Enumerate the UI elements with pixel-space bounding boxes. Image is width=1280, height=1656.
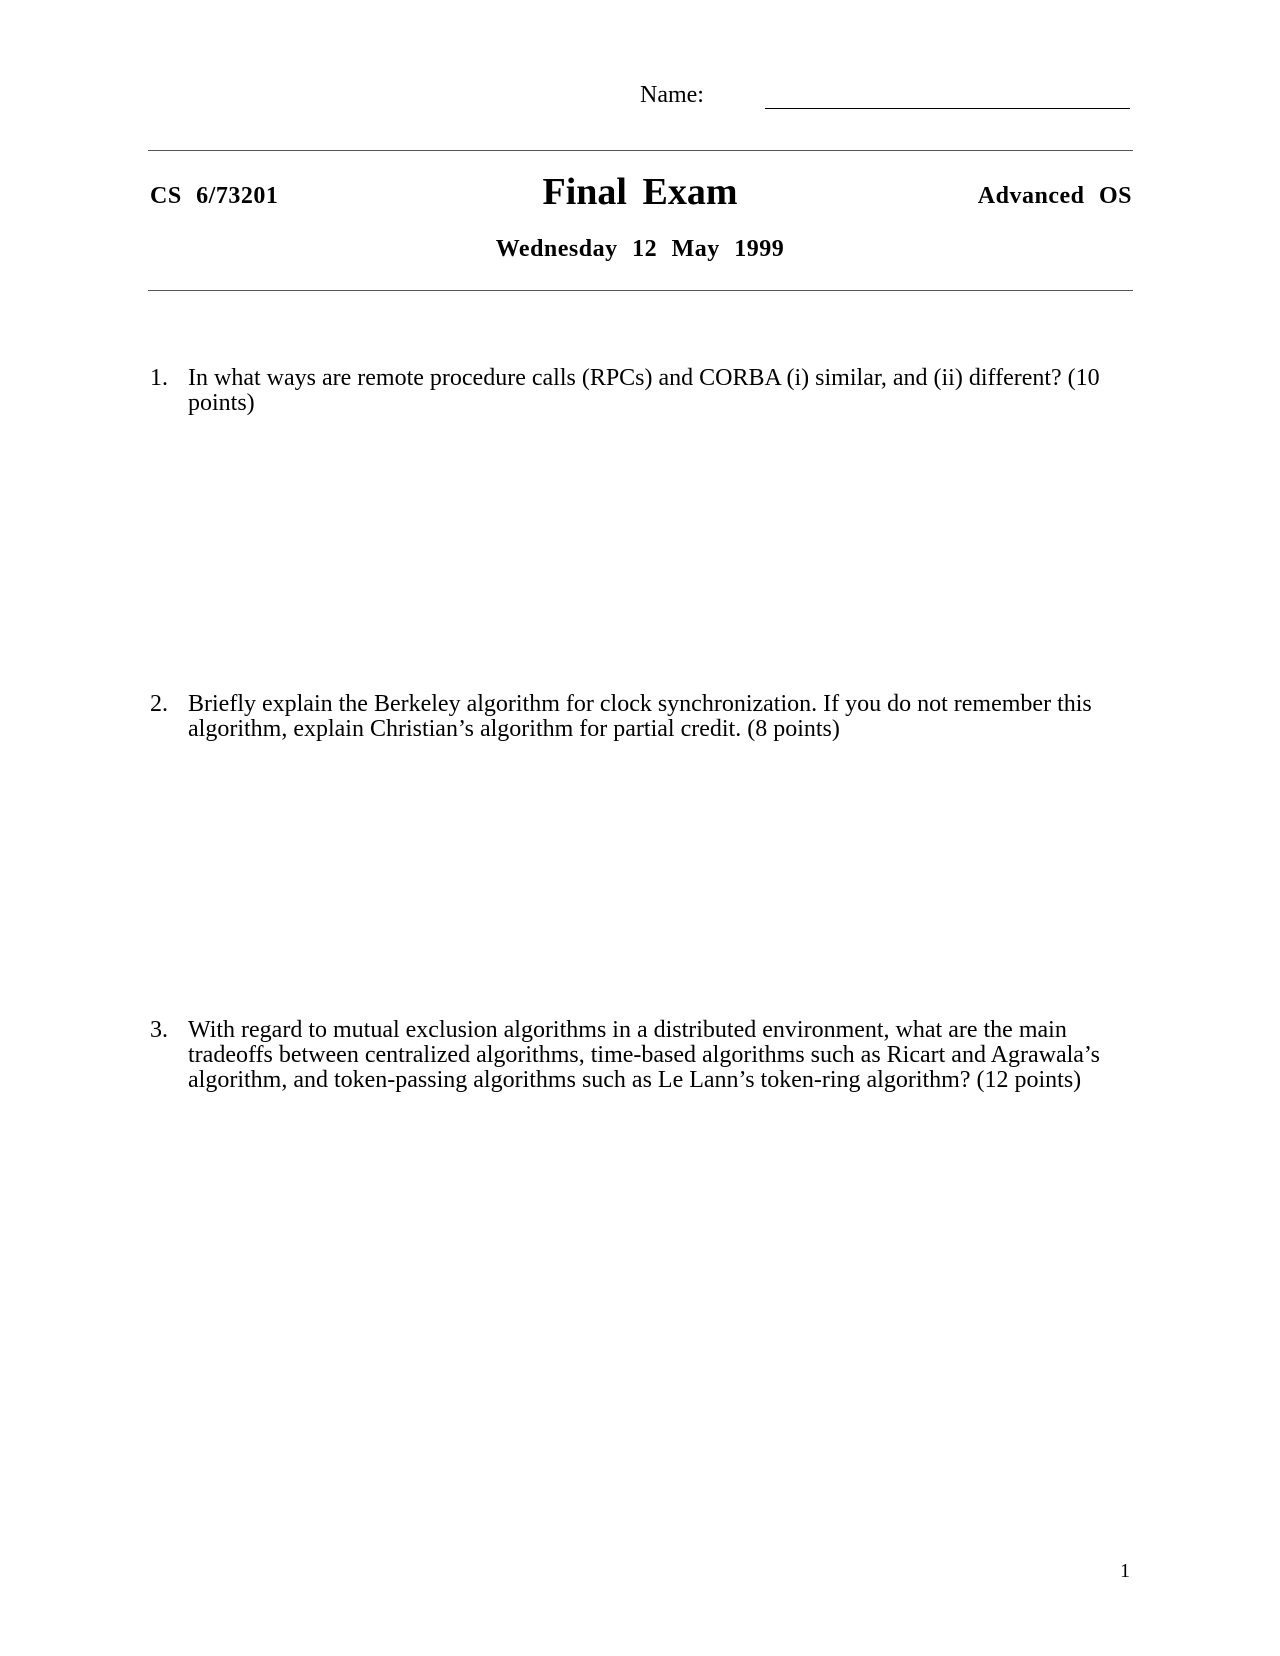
question-number: 1. xyxy=(150,365,168,391)
page-number: 1 xyxy=(1120,1560,1130,1582)
question-text: Briefly explain the Berkeley algorithm for clock synchronization. If you do not remember this algorithm, explain Christian’s algorithm for partial credit. (8 points) xyxy=(188,691,1092,742)
name-blank-line[interactable] xyxy=(765,108,1130,109)
exam-date: Wednesday 12 May 1999 xyxy=(495,236,785,262)
header-top-rule xyxy=(148,150,1133,151)
course-name: Advanced OS xyxy=(977,183,1132,209)
name-label: Name: xyxy=(640,82,704,108)
question-1 xyxy=(150,366,1130,416)
question-number: 2. xyxy=(150,691,168,717)
question-3 xyxy=(150,1018,1130,1093)
question-text: In what ways are remote procedure calls (RPCs) and CORBA (i) similar, and (ii) different? (10 points) xyxy=(188,365,1100,416)
question-2 xyxy=(150,692,1130,742)
course-code: CS 6/73201 xyxy=(150,183,279,209)
name-row xyxy=(640,82,1120,112)
header-bottom-rule xyxy=(148,290,1133,291)
question-text: With regard to mutual exclusion algorithms in a distributed environment, what are the main tradeoffs between centralized algorithms, time-based algorithms such as Ricart and Agrawala’s algorithm, and token-passing algorithms such as Le Lann’s token-ring algorithm? (12 points) xyxy=(188,1017,1100,1093)
question-number: 3. xyxy=(150,1017,168,1043)
exam-title: Final Exam xyxy=(542,171,738,213)
